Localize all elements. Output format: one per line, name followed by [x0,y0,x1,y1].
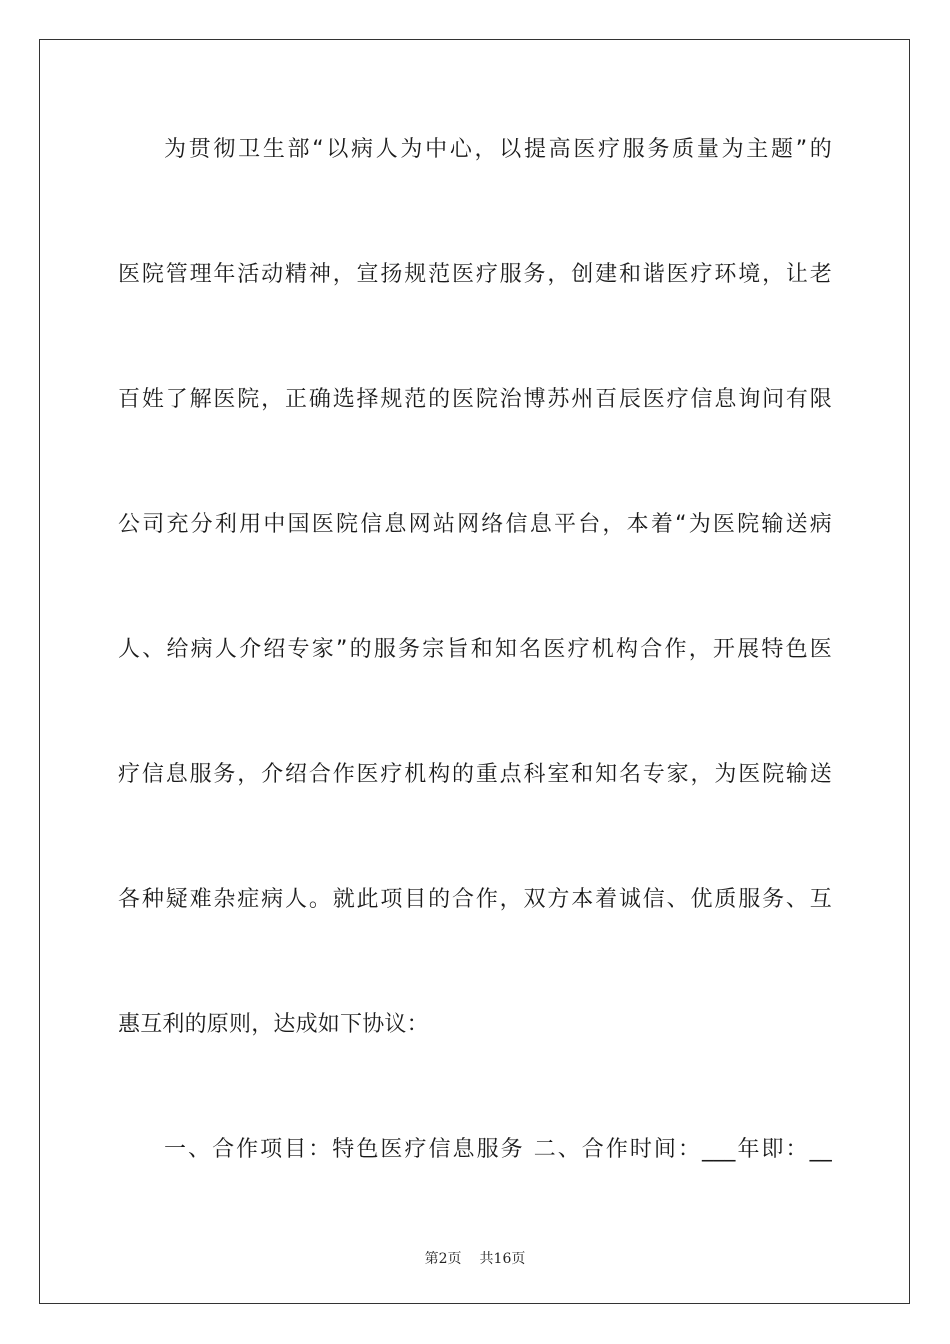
paragraph-line-4: 公司充分利用中国医院信息网站网络信息平台，本着“为医院输送病 [118,512,832,537]
paragraph-line-3: 百姓了解医院，正确选择规范的医院治博苏州百辰医疗信息询问有限 [118,387,832,412]
paragraph-line-5: 人、给病人介绍专家”的服务宗旨和知名医疗机构合作，开展特色医 [118,637,832,662]
paragraph-line-9: 一、合作项目：特色医疗信息服务 二、合作时间：___年即：__ [164,1137,832,1162]
paragraph-line-6: 疗信息服务，介绍合作医疗机构的重点科室和知名专家，为医院输送 [118,762,832,787]
paragraph-line-7: 各种疑难杂症病人。就此项目的合作，双方本着诚信、优质服务、互 [118,887,832,912]
page-number: 第2页 [424,1251,462,1267]
paragraph-line-2: 医院管理年活动精神，宣扬规范医疗服务，创建和谐医疗环境，让老 [118,262,832,287]
page-total: 共16页 [479,1251,526,1267]
paragraph-line-8: 惠互利的原则，达成如下协议： [118,1012,429,1037]
page-border [39,39,910,1304]
page-footer [0,1248,950,1268]
paragraph-line-1: 为贯彻卫生部“以病人为中心，以提高医疗服务质量为主题”的 [164,137,832,162]
